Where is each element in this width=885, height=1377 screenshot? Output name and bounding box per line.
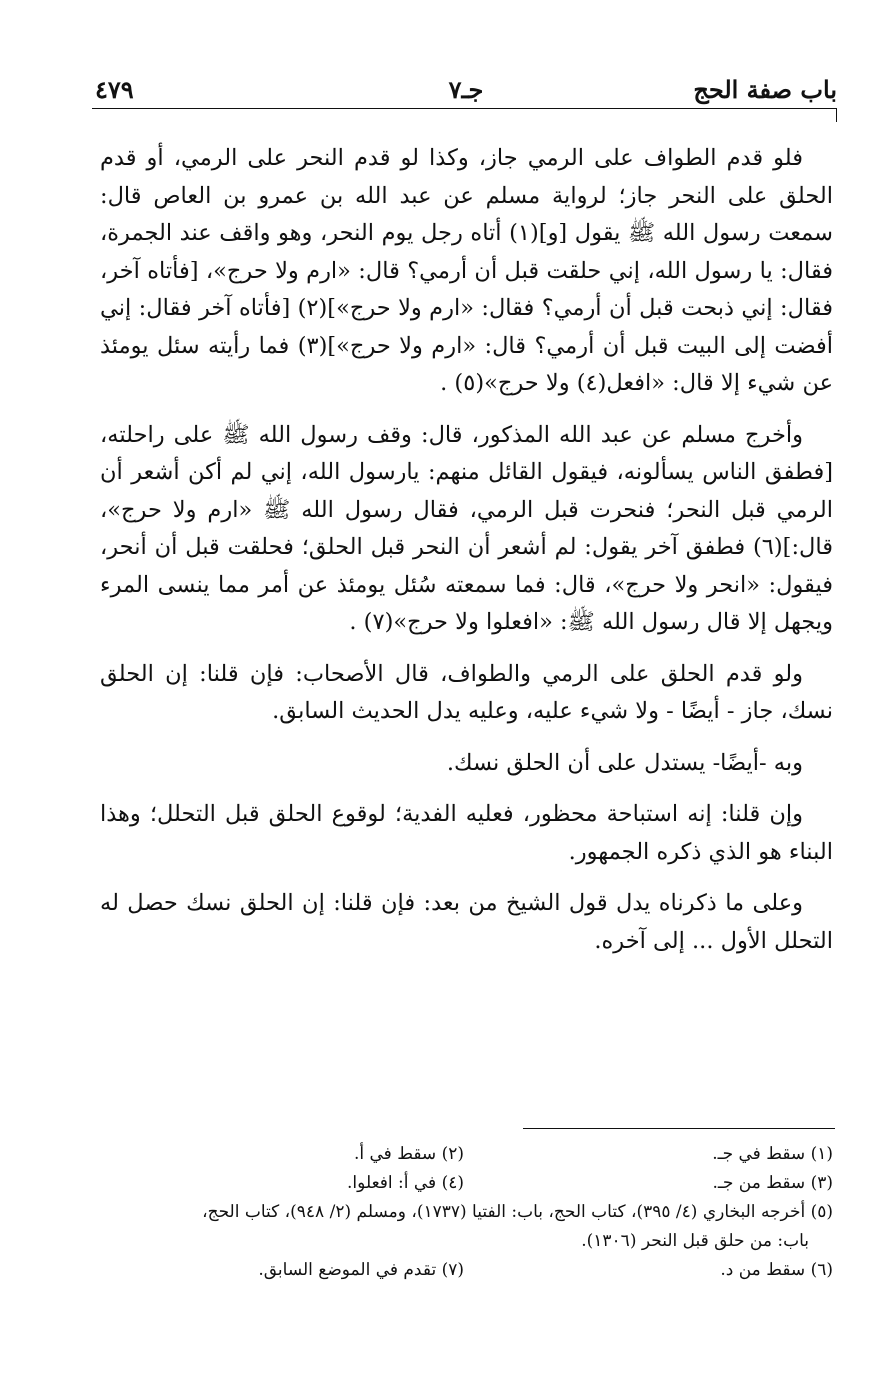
volume-label: جـ٧	[448, 75, 484, 104]
paragraph: وعلى ما ذكرناه يدل قول الشيخ من بعد: فإن قلنا: إن الحلق نسك حصل له التحلل الأول ... إلى آخره.	[100, 890, 833, 954]
footnote-2: (٢) سقط في أ.	[353, 1144, 464, 1164]
footnotes	[95, 1140, 833, 1285]
footnote-5-line: (٥) أخرجه البخاري (٤/ ٣٩٥)، كتاب الحج، باب: الفتيا (١٧٣٧)، ومسلم (٢/ ٩٤٨)، كتاب الحج،	[202, 1202, 833, 1222]
paragraph: وبه -أيضًا- يستدل على أن الحلق نسك.	[446, 749, 803, 776]
footnote-row	[95, 1169, 833, 1198]
header-rule	[92, 108, 837, 109]
footnote-5-continuation: باب: من حلق قبل النحر (١٣٠٦).	[581, 1231, 809, 1251]
page-number: ٤٧٩	[95, 75, 134, 104]
footnote-row	[95, 1140, 833, 1169]
paragraph: فلو قدم الطواف على الرمي جاز، وكذا لو قدم النحر على الرمي، أو قدم الحلق على النحر جاز؛ لرواية مسلم عن عبد الله بن عمرو بن العاص قال: سمعت رسول الله ﷺ يقول [و](١) أتاه رجل يوم النحر، وهو واقف عند الجمرة، فقال: يا رسول الله، إني حلقت قبل أن أرمي؟ قال: «ارم ولا حرج»، [فأتاه آخر، فقال: إني ذبحت قبل أن أرمي؟ فقال: «ارم ولا حرج»](٢) [فأتاه آخر فقال: إني أفضت إلى البيت قبل أن أرمي؟ قال: «ارم ولا حرج»](٣) فما رأيته سئل يومئذ عن شيء إلا قال: «افعل(٤) ولا حرج»(٥) .	[100, 145, 834, 396]
footnote-1: (١) سقط في جـ.	[712, 1144, 833, 1164]
paragraph: ولو قدم الحلق على الرمي والطواف، قال الأصحاب: فإن قلنا: إن الحلق نسك، جاز - أيضًا - ولا شيء عليه، وعليه يدل الحديث السابق.	[100, 660, 833, 724]
paragraph: وأخرج مسلم عن عبد الله المذكور، قال: وقف رسول الله ﷺ على راحلته، [فطفق الناس يسألونه، فيقول القائل منهم: يارسول الله، إني لم أكن أشعر أن الرمي قبل النحر؛ فنحرت قبل الرمي، فقال رسول الله ﷺ «ارم ولا حرج»، قال:](٦) فطفق آخر يقول: لم أشعر أن النحر قبل الحلق؛ فحلقت قبل أن أنحر، فيقول: «انحر ولا حرج»، قال: فما سمعته سُئل يومئذ عن أمر مما ينسى المرء ويجهل إلا قال رسول الله ﷺ: «افعلوا ولا حرج»(٧) .	[100, 421, 833, 635]
header-corner-rule	[836, 108, 837, 122]
footnote-7: (٧) تقدم في الموضع السابق.	[258, 1260, 464, 1280]
running-header	[95, 68, 837, 104]
paragraph: وإن قلنا: إنه استباحة محظور، فعليه الفدية؛ لوقوع الحلق قبل التحلل؛ وهذا البناء هو الذي ذكره الجمهور.	[100, 801, 833, 865]
footnote-separator	[523, 1128, 835, 1129]
footnote-6: (٦) سقط من د.	[720, 1260, 833, 1280]
footnote-row	[95, 1256, 833, 1285]
chapter-title: باب صفة الحج	[693, 75, 837, 104]
footnote-4: (٤) في أ: افعلوا.	[347, 1173, 464, 1193]
footnote-3: (٣) سقط من جـ.	[712, 1173, 833, 1193]
main-text	[100, 140, 833, 974]
footnote-5	[95, 1198, 833, 1256]
